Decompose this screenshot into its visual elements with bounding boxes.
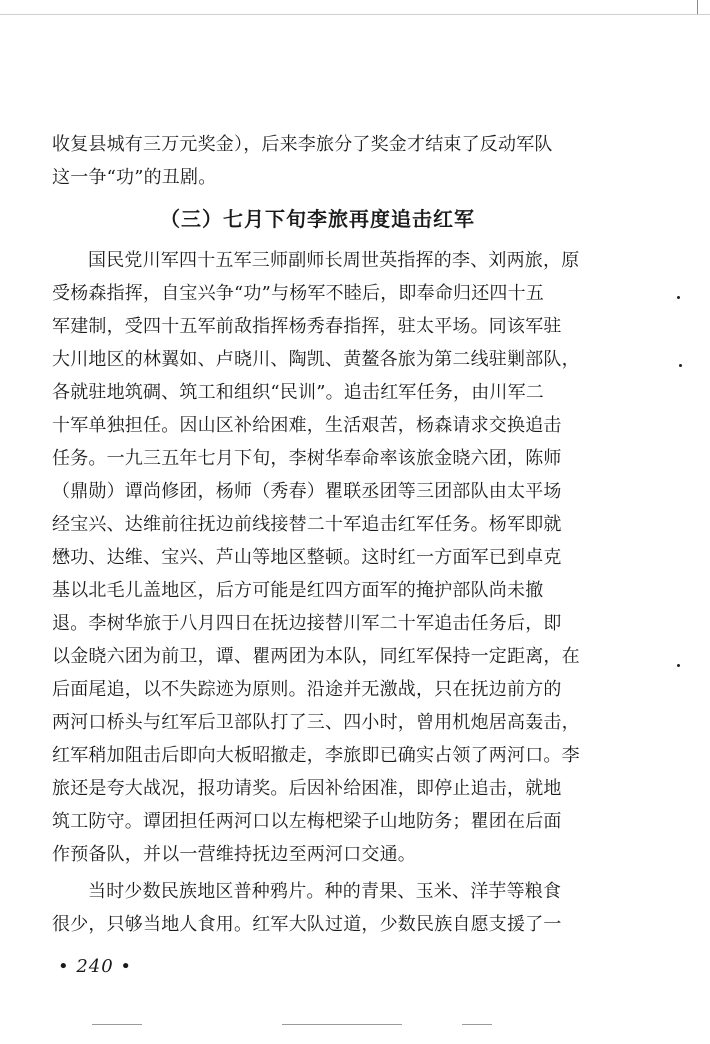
text-line: 收复县城有三万元奖金），后来李旅分了奖金才结束了反动军队 [52, 134, 553, 155]
scan-speck [677, 296, 680, 299]
text-line: 基以北毛儿盖地区，后方可能是红四方面军的掩护部队尚未撤 [52, 580, 544, 601]
text-line: 很少，只够当地人食用。红军大队过道，少数民族自愿支援了一 [52, 914, 562, 935]
section-heading: （三）七月下旬李旅再度追击红军 [160, 207, 475, 231]
text-line: 军建制，受四十五军前敌指挥杨秀春指挥，驻太平场。同该军驻 [52, 316, 562, 337]
bottom-scan-rule [462, 1024, 492, 1025]
text-line: 这一争“功”的丑剧。 [52, 167, 217, 188]
text-line: 红军稍加阻击后即向大板昭撤走，李旅即已确实占领了两河口。李 [52, 745, 580, 766]
text-line: 两河口桥头与红军后卫部队打了三、四小时，曾用机炮居高轰击， [52, 712, 580, 733]
top-edge-mark [697, 0, 698, 14]
top-edge-rule [0, 0, 710, 15]
text-line: 受杨森指挥，自宝兴争“功”与杨军不睦后，即奉命归还四十五 [52, 283, 545, 304]
page-number: • 240 • [58, 956, 133, 977]
text-line: 后面尾追，以不失踪迹为原则。沿途并无激战，只在抚边前方的 [52, 679, 562, 700]
text-line: 大川地区的林翼如、卢晓川、陶凯、黄鳌各旅为第二线驻剿部队， [52, 349, 580, 370]
paragraph-1 [52, 244, 580, 871]
scan-speck [677, 664, 680, 667]
text-line: 旅还是夸大战况，报功请奖。后因补给困准，即停止追击，就地 [52, 778, 562, 799]
text-line: 以金晓六团为前卫，谭、瞿两团为本队，同红军保持一定距离，在 [52, 646, 580, 667]
document-page [52, 128, 580, 941]
text-line: 国民党川军四十五军三师副师长周世英指挥的李、刘两旅，原 [88, 250, 580, 271]
paragraph-2 [52, 875, 572, 941]
scan-speck [679, 364, 682, 367]
text-line: 经宝兴、达维前往抚边前线接替二十军追击红军任务。杨军即就 [52, 514, 562, 535]
text-line: 作预备队，并以一营维持抚边至两河口交通。 [52, 844, 416, 865]
bottom-scan-rule [282, 1024, 402, 1025]
text-line: 退。李树华旅于八月四日在抚边接替川军二十军追击任务后，即 [52, 613, 562, 634]
text-line: 各就驻地筑碉、筑工和组织“民训”。追击红军任务，由川军二 [52, 382, 545, 403]
continuation-paragraph [52, 128, 572, 194]
text-line: 十军单独担任。因山区补给困难，生活艰苦，杨森请求交换追击 [52, 415, 562, 436]
text-line: 任务。一九三五年七月下旬，李树华奉命率该旅金晓六团，陈师 [52, 448, 562, 469]
text-line: （鼎勋）谭尚修团，杨师（秀春）瞿联丞团等三团部队由太平场 [52, 481, 562, 502]
bottom-scan-rule [92, 1024, 142, 1025]
text-line: 当时少数民族地区普种鸦片。种的青果、玉米、洋芋等粮食 [88, 881, 562, 902]
text-line: 懋功、达维、宝兴、芦山等地区整顿。这时红一方面军已到卓克 [52, 547, 562, 568]
text-line: 筑工防守。谭团担任两河口以左梅杷梁子山地防务；瞿团在后面 [52, 811, 562, 832]
